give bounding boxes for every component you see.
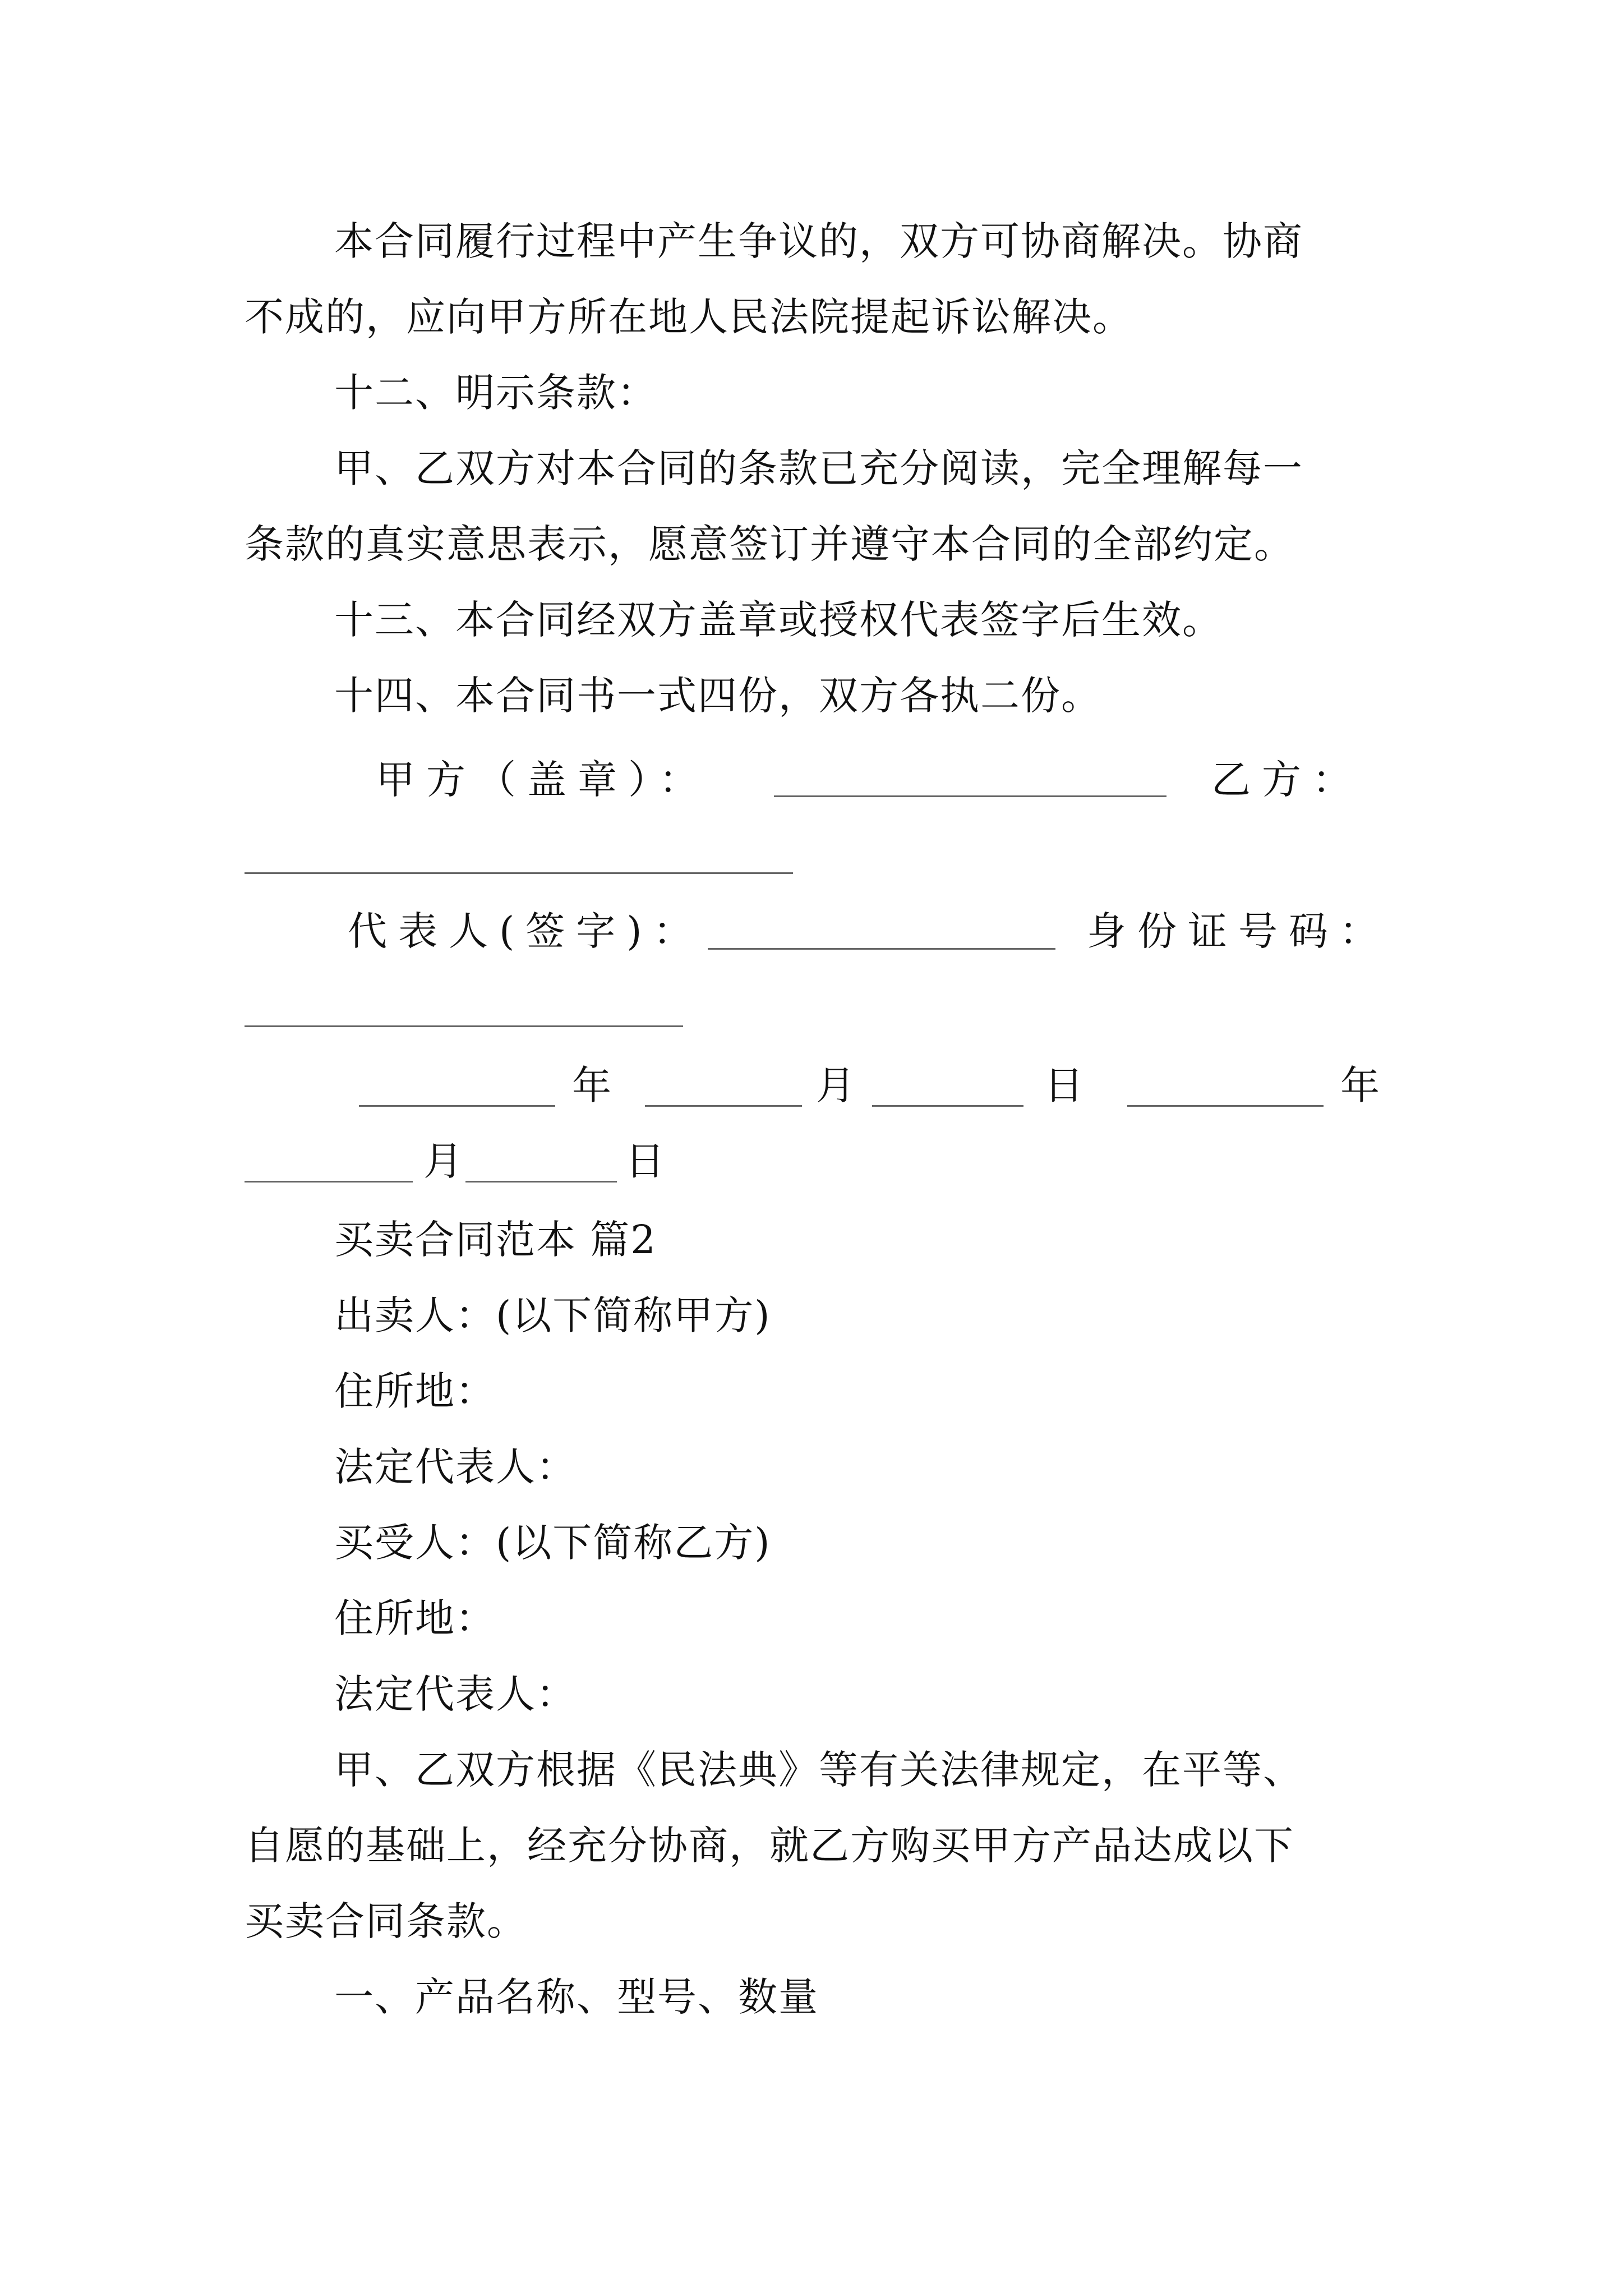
section-one-heading: 一、产品名称、型号、数量 xyxy=(334,1974,819,2020)
date-b-day-blank xyxy=(465,1181,617,1182)
intro-paragraph-line-1: 甲、乙双方根据《民法典》等有关法律规定，在平等、 xyxy=(334,1747,1303,1793)
seller-legal-rep-line: 法定代表人： xyxy=(334,1444,577,1490)
section-2-title: 买卖合同范本 篇2 xyxy=(334,1217,657,1263)
dispute-paragraph-line-1: 本合同履行过程中产生争议的，双方可协商解决。协商 xyxy=(334,218,1303,264)
representative-signature-blank xyxy=(708,948,1055,950)
buyer-legal-rep-line: 法定代表人： xyxy=(334,1671,577,1717)
intro-paragraph-line-3: 买卖合同条款。 xyxy=(245,1898,527,1944)
date-a-month-label: 月 xyxy=(816,1062,856,1108)
section-fourteen-text: 十四、本合同书一式四份，双方各执二份。 xyxy=(334,673,1101,719)
party-b-label: 乙方： xyxy=(1211,757,1363,803)
date-a-year-blank xyxy=(359,1105,555,1107)
section-thirteen-text: 十三、本合同经双方盖章或授权代表签字后生效。 xyxy=(334,597,1223,643)
date-b-month-blank xyxy=(245,1181,413,1182)
party-b-blank xyxy=(245,872,793,874)
representative-signature-label: 代表人(签字)： xyxy=(348,908,704,954)
seller-address-line: 住所地： xyxy=(334,1368,496,1414)
party-a-seal-label: 甲方（盖章）： xyxy=(376,757,709,803)
party-a-seal-blank xyxy=(774,795,1166,797)
intro-paragraph-line-2: 自愿的基础上，经充分协商，就乙方购买甲方产品达成以下 xyxy=(245,1823,1294,1869)
date-a-day-blank xyxy=(872,1105,1023,1107)
clause-paragraph-line-2: 条款的真实意思表示，愿意签订并遵守本合同的全部约定。 xyxy=(245,521,1294,567)
dispute-paragraph-line-2: 不成的，应向甲方所在地人民法院提起诉讼解决。 xyxy=(245,294,1133,340)
date-a-year-label: 年 xyxy=(572,1062,612,1108)
buyer-address-line: 住所地： xyxy=(334,1595,496,1641)
buyer-line: 买受人：(以下简称乙方) xyxy=(334,1520,771,1566)
clause-paragraph-line-1: 甲、乙双方对本合同的条款已充分阅读，完全理解每一 xyxy=(334,445,1303,491)
date-a-month-blank xyxy=(645,1105,802,1107)
seller-line: 出卖人：(以下简称甲方) xyxy=(334,1292,771,1338)
id-number-label: 身份证号码： xyxy=(1087,908,1390,954)
date-a-day-label: 日 xyxy=(1044,1062,1085,1108)
section-twelve-heading: 十二、明示条款： xyxy=(334,370,657,416)
id-number-blank xyxy=(245,1025,683,1027)
date-b-year-blank xyxy=(1127,1105,1324,1107)
date-b-year-label: 年 xyxy=(1340,1062,1381,1108)
date-b-month-label: 月 xyxy=(423,1138,464,1184)
date-b-day-label: 日 xyxy=(625,1138,666,1184)
